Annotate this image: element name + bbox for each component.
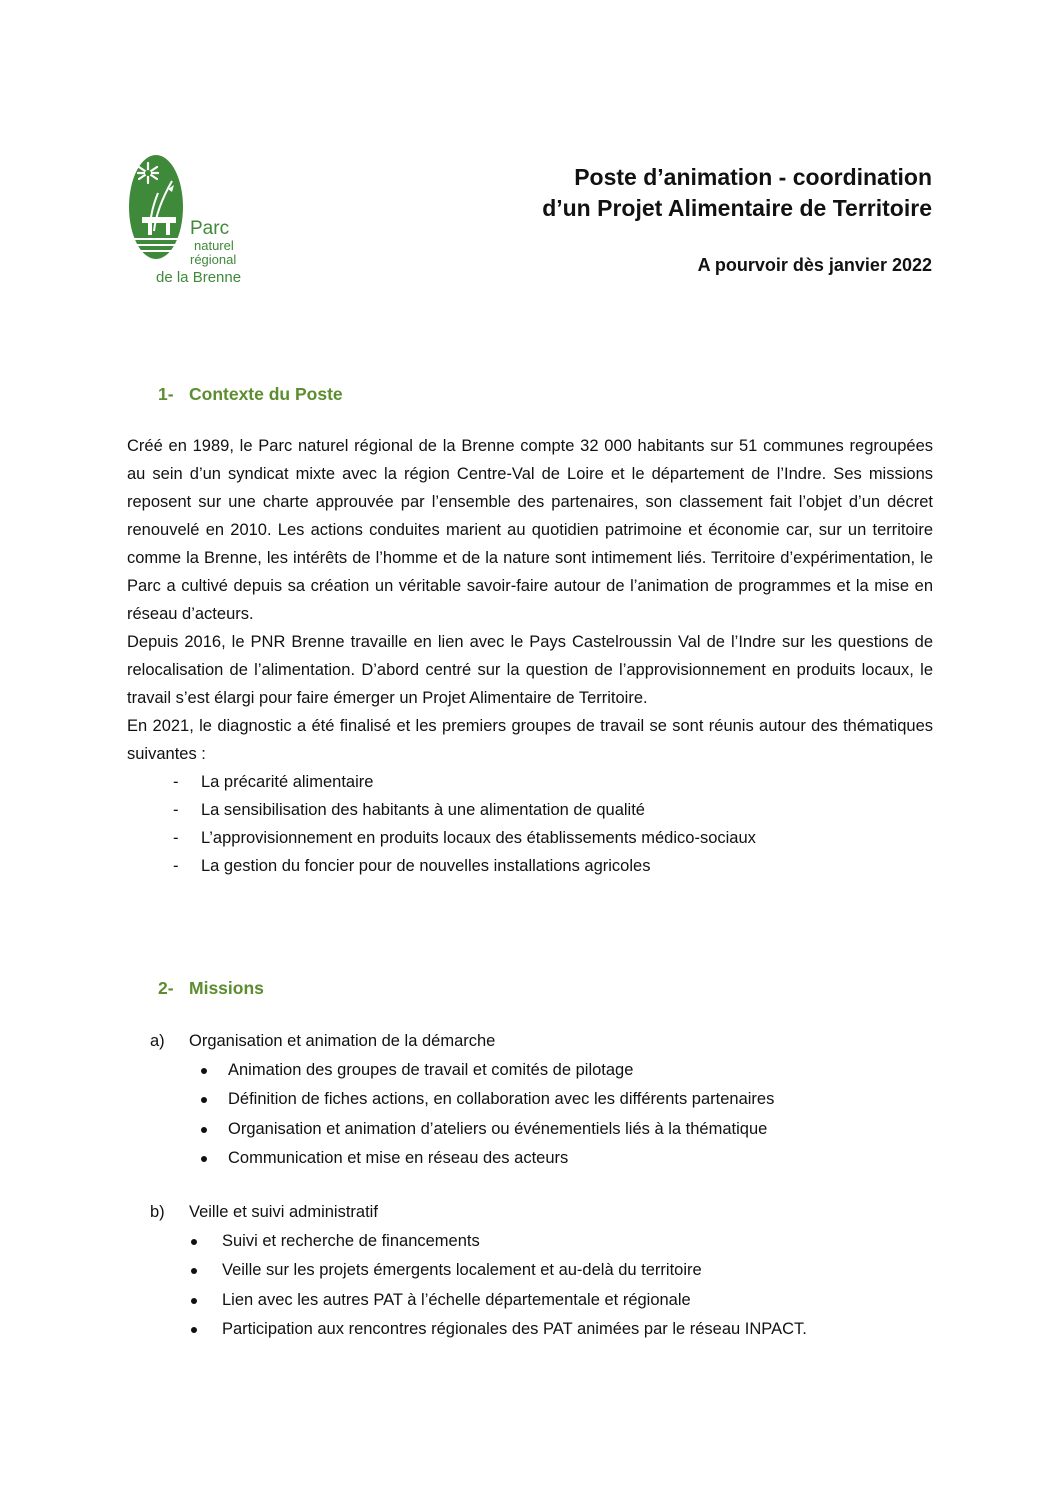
logo-line-brenne: de la Brenne — [156, 269, 242, 286]
list-item: Participation aux rencontres régionales des PAT animées par le réseau INPACT. — [222, 1315, 807, 1344]
list-item: - La précarité alimentaire — [127, 768, 933, 796]
availability-date: A pourvoir dès janvier 2022 — [697, 255, 932, 275]
subsection-letter: b) — [150, 1203, 165, 1221]
bullet-icon — [191, 1239, 197, 1245]
list-item: Communication et mise en réseau des acteurs — [228, 1144, 774, 1173]
list-item: Animation des groupes de travail et comités de pilotage — [228, 1056, 774, 1085]
context-paragraph-2: Depuis 2016, le PNR Brenne travaille en lien avec le Pays Castelroussin Val de l’Indre sur les questions de relocalisation de l’alimentation. D’abord centré sur la question de l’approvisionnement en produits locaux, le travail s’est élargi pour faire émerger un Projet Alimentaire de Territoire. — [127, 633, 933, 707]
title-line-1: Poste d’animation - coordination — [574, 164, 932, 190]
bullet-icon — [201, 1097, 207, 1103]
section-number: 1- — [158, 384, 174, 404]
missions-b-list — [222, 1227, 807, 1344]
list-item: Organisation et animation d’ateliers ou événementiels liés à la thématique — [228, 1115, 774, 1144]
bullet-icon — [191, 1327, 197, 1333]
themes-list — [127, 768, 933, 880]
list-item: Définition de fiches actions, en collaboration avec les différents partenaires — [228, 1085, 774, 1114]
bullet-icon — [201, 1127, 207, 1133]
logo-line-regional: régional — [190, 252, 237, 267]
subsection-b-heading — [150, 1198, 378, 1226]
subsection-letter: a) — [150, 1032, 165, 1050]
missions-a-list — [228, 1056, 774, 1173]
section-heading-missions — [158, 978, 264, 999]
subsection-a-heading — [150, 1027, 495, 1055]
list-item: Lien avec les autres PAT à l’échelle départementale et régionale — [222, 1286, 807, 1315]
section-number: 2- — [158, 978, 174, 998]
context-body — [127, 432, 933, 880]
section-title: Contexte du Poste — [189, 384, 343, 404]
list-item: - La gestion du foncier pour de nouvelles installations agricoles — [127, 852, 933, 880]
section-heading-context — [158, 384, 343, 405]
page-title — [542, 162, 932, 224]
bullet-icon — [191, 1298, 197, 1304]
list-item: Veille sur les projets émergents localement et au-delà du territoire — [222, 1256, 807, 1285]
park-logo — [128, 153, 240, 291]
list-item: - La sensibilisation des habitants à une alimentation de qualité — [127, 796, 933, 824]
section-title: Missions — [189, 978, 264, 998]
logo-line-naturel: naturel — [194, 238, 234, 253]
title-line-2: d’un Projet Alimentaire de Territoire — [542, 195, 932, 221]
subsection-title: Organisation et animation de la démarche — [189, 1032, 496, 1050]
subsection-title: Veille et suivi administratif — [189, 1203, 378, 1221]
list-item: Suivi et recherche de financements — [222, 1227, 807, 1256]
bullet-icon — [201, 1068, 207, 1074]
list-item: - L’approvisionnement en produits locaux des établissements médico-sociaux — [127, 824, 933, 852]
context-paragraph-3: En 2021, le diagnostic a été finalisé et les premiers groupes de travail se sont réunis autour des thématiques suivantes : — [127, 717, 933, 763]
logo-line-parc: Parc — [190, 218, 230, 239]
context-paragraph-1: Créé en 1989, le Parc naturel régional de la Brenne compte 32 000 habitants sur 51 communes regroupées au sein d’un syndicat mixte avec la région Centre-Val de Loire et le département de l’Indre. Ses missions reposent sur une charte approuvée par l’ensemble des partenaires, son classement fait l’objet d’un décret renouvelé en 2010. Les actions conduites marient au quotidien patrimoine et économie car, sur un territoire comme la Brenne, les intérêts de l’homme et de la nature sont intimement liés. Territoire d’expérimentation, le Parc a cultivé depuis sa création un véritable savoir-faire autour de l’animation de programmes et la mise en réseau d’acteurs. — [127, 437, 933, 623]
bullet-icon — [191, 1268, 197, 1274]
bullet-icon — [201, 1156, 207, 1162]
